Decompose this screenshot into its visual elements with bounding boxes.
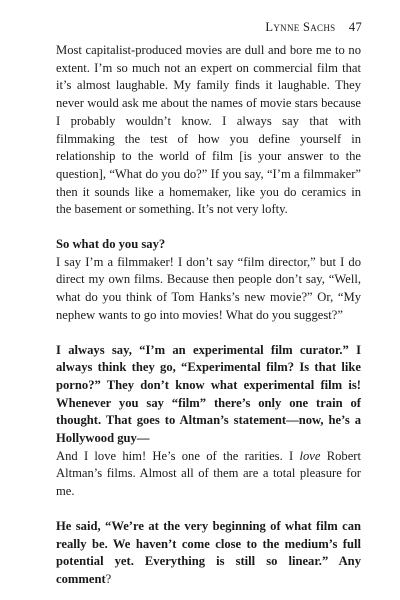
question-linear-text: He said, “We’re at the very beginning of what film can really be. We haven’t come close to the medium’s full potential yet. Everything is still so linear.” Any comment xyxy=(56,518,361,586)
question-experimental-curator: I always say, “I’m an experimental film curator.” I always think they go, “Experimental film? Is that like porno?” They don’t know what experimental film is! Whenever you say “film” there’s only one train of thought. That goes to Altman’s statement—now, he’s a Hollywood guy— xyxy=(56,342,361,446)
answer-altman-end: Robert Altman’s films. Almost all of them are a total pleasure for me. xyxy=(56,448,361,499)
answer-altman-emphasis: love xyxy=(299,448,321,463)
question-what-do-you-say: So what do you say? xyxy=(56,237,166,252)
body-text xyxy=(56,42,361,589)
paragraph-gap xyxy=(56,219,361,236)
question-linear-quote xyxy=(56,518,361,589)
answer-altman-start: And I love him! He’s one of the rarities. I xyxy=(56,448,300,463)
page-number: 47 xyxy=(348,20,362,34)
question-linear-mark: ? xyxy=(105,571,112,586)
paragraph-answer-intro: Most capitalist-produced movies are dull and bore me to no extent. I’m so much not an expert on commercial film that it’s almost laughable. My family finds it laughable. They never would ask me about the names of movie stars because I probably wouldn’t know. I always say that with filmmaking the test of how you define yourself in relationship to the world of film [is your answer to the question], “What do you do?” If you say, “I’m a filmmaker” then it sounds like a homemaker, like you do ceramics in the basement or something. It’s not very lofty. xyxy=(56,43,361,217)
paragraph-gap xyxy=(56,325,361,342)
running-head-author: Lynne Sachs xyxy=(265,20,336,34)
answer-altman xyxy=(56,448,361,501)
running-head xyxy=(265,20,362,35)
answer-filmmaker: I say I’m a filmmaker! I don’t say “film director,” but I do direct my own films. Because then people don’t say, “Well, what do you think of Tom Hanks’s new movie?” Or, “My nephew wants to go into movies! What do you suggest?” xyxy=(56,254,361,322)
paragraph-gap xyxy=(56,501,361,518)
